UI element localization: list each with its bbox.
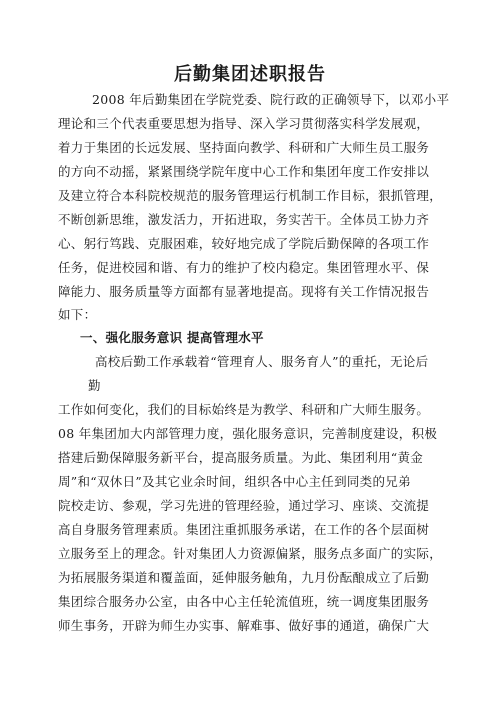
body-line: 着力于集团的长远发展、坚持面向教学、科研和广大师生员工服务 [58,140,430,155]
body-line: 师生事务，开辟为师生办实事、解难事、做好事的通道，确保广大 [58,618,430,633]
section-heading: 一、强化服务意识 提高管理水平 [80,330,264,345]
body-line: 不断创新思维，激发活力，开拓进取，务实苦干。全体员工协力齐 [58,212,430,227]
body-line: 2008 年后勤集团在学院党委、院行政的正确领导下，以邓小平 [92,92,450,107]
body-line: 集团综合服务办公室，由各中心主任轮流值班，统一调度集团服务 [58,594,430,609]
body-line: 任务，促进校园和谐、有力的维护了校内稳定。集团管理水平、保 [58,260,430,275]
body-line: 理论和三个代表重要思想为指导、深入学习贯彻落实科学发展观， [58,116,430,131]
body-line: 为拓展服务渠道和覆盖面，延伸服务触角，九月份酝酿成立了后勤 [58,570,430,585]
body-line: 及建立符合本科院校规范的服务管理运行机制工作目标，狠抓管理， [58,188,443,203]
body-line: 高自身服务管理素质。集团注重抓服务承诺，在工作的各个层面树 [58,522,430,537]
body-line: 勤 [88,378,101,393]
body-line: 立服务至上的理念。针对集团人力资源偏紧，服务点多面广的实际， [58,546,443,561]
body-line: 高校后勤工作承载着“管理育人、服务育人”的重托，无论后 [95,354,429,369]
body-line: 搭建后勤保障服务新平台，提高服务质量。为此、集团利用“黄金 [58,450,424,465]
body-line: 08 年集团加大内部管理力度，强化服务意识，完善制度建设，积极 [58,426,438,441]
body-line: 障能力、服务质量等方面都有显著地提高。现将有关工作情况报告 [58,284,430,299]
body-line: 心、躬行笃践、克服困难，较好地完成了学院后勤保障的各项工作 [58,236,430,251]
body-line: 的方向不动摇，紧紧围绕学院年度中心工作和集团年度工作安排以 [58,164,430,179]
body-line: 如下： [58,307,97,322]
body-line: 院校走访、参观，学习先进的管理经验，通过学习、座谈、交流提 [58,498,430,513]
document-title: 后勤集团述职报告 [174,64,326,85]
body-line: 工作如何变化，我们的目标始终是为教学、科研和广大师生服务。 [58,402,430,417]
body-line: 周”和“双休日”及其它业余时间，组织各中心主任到同类的兄弟 [58,474,411,489]
